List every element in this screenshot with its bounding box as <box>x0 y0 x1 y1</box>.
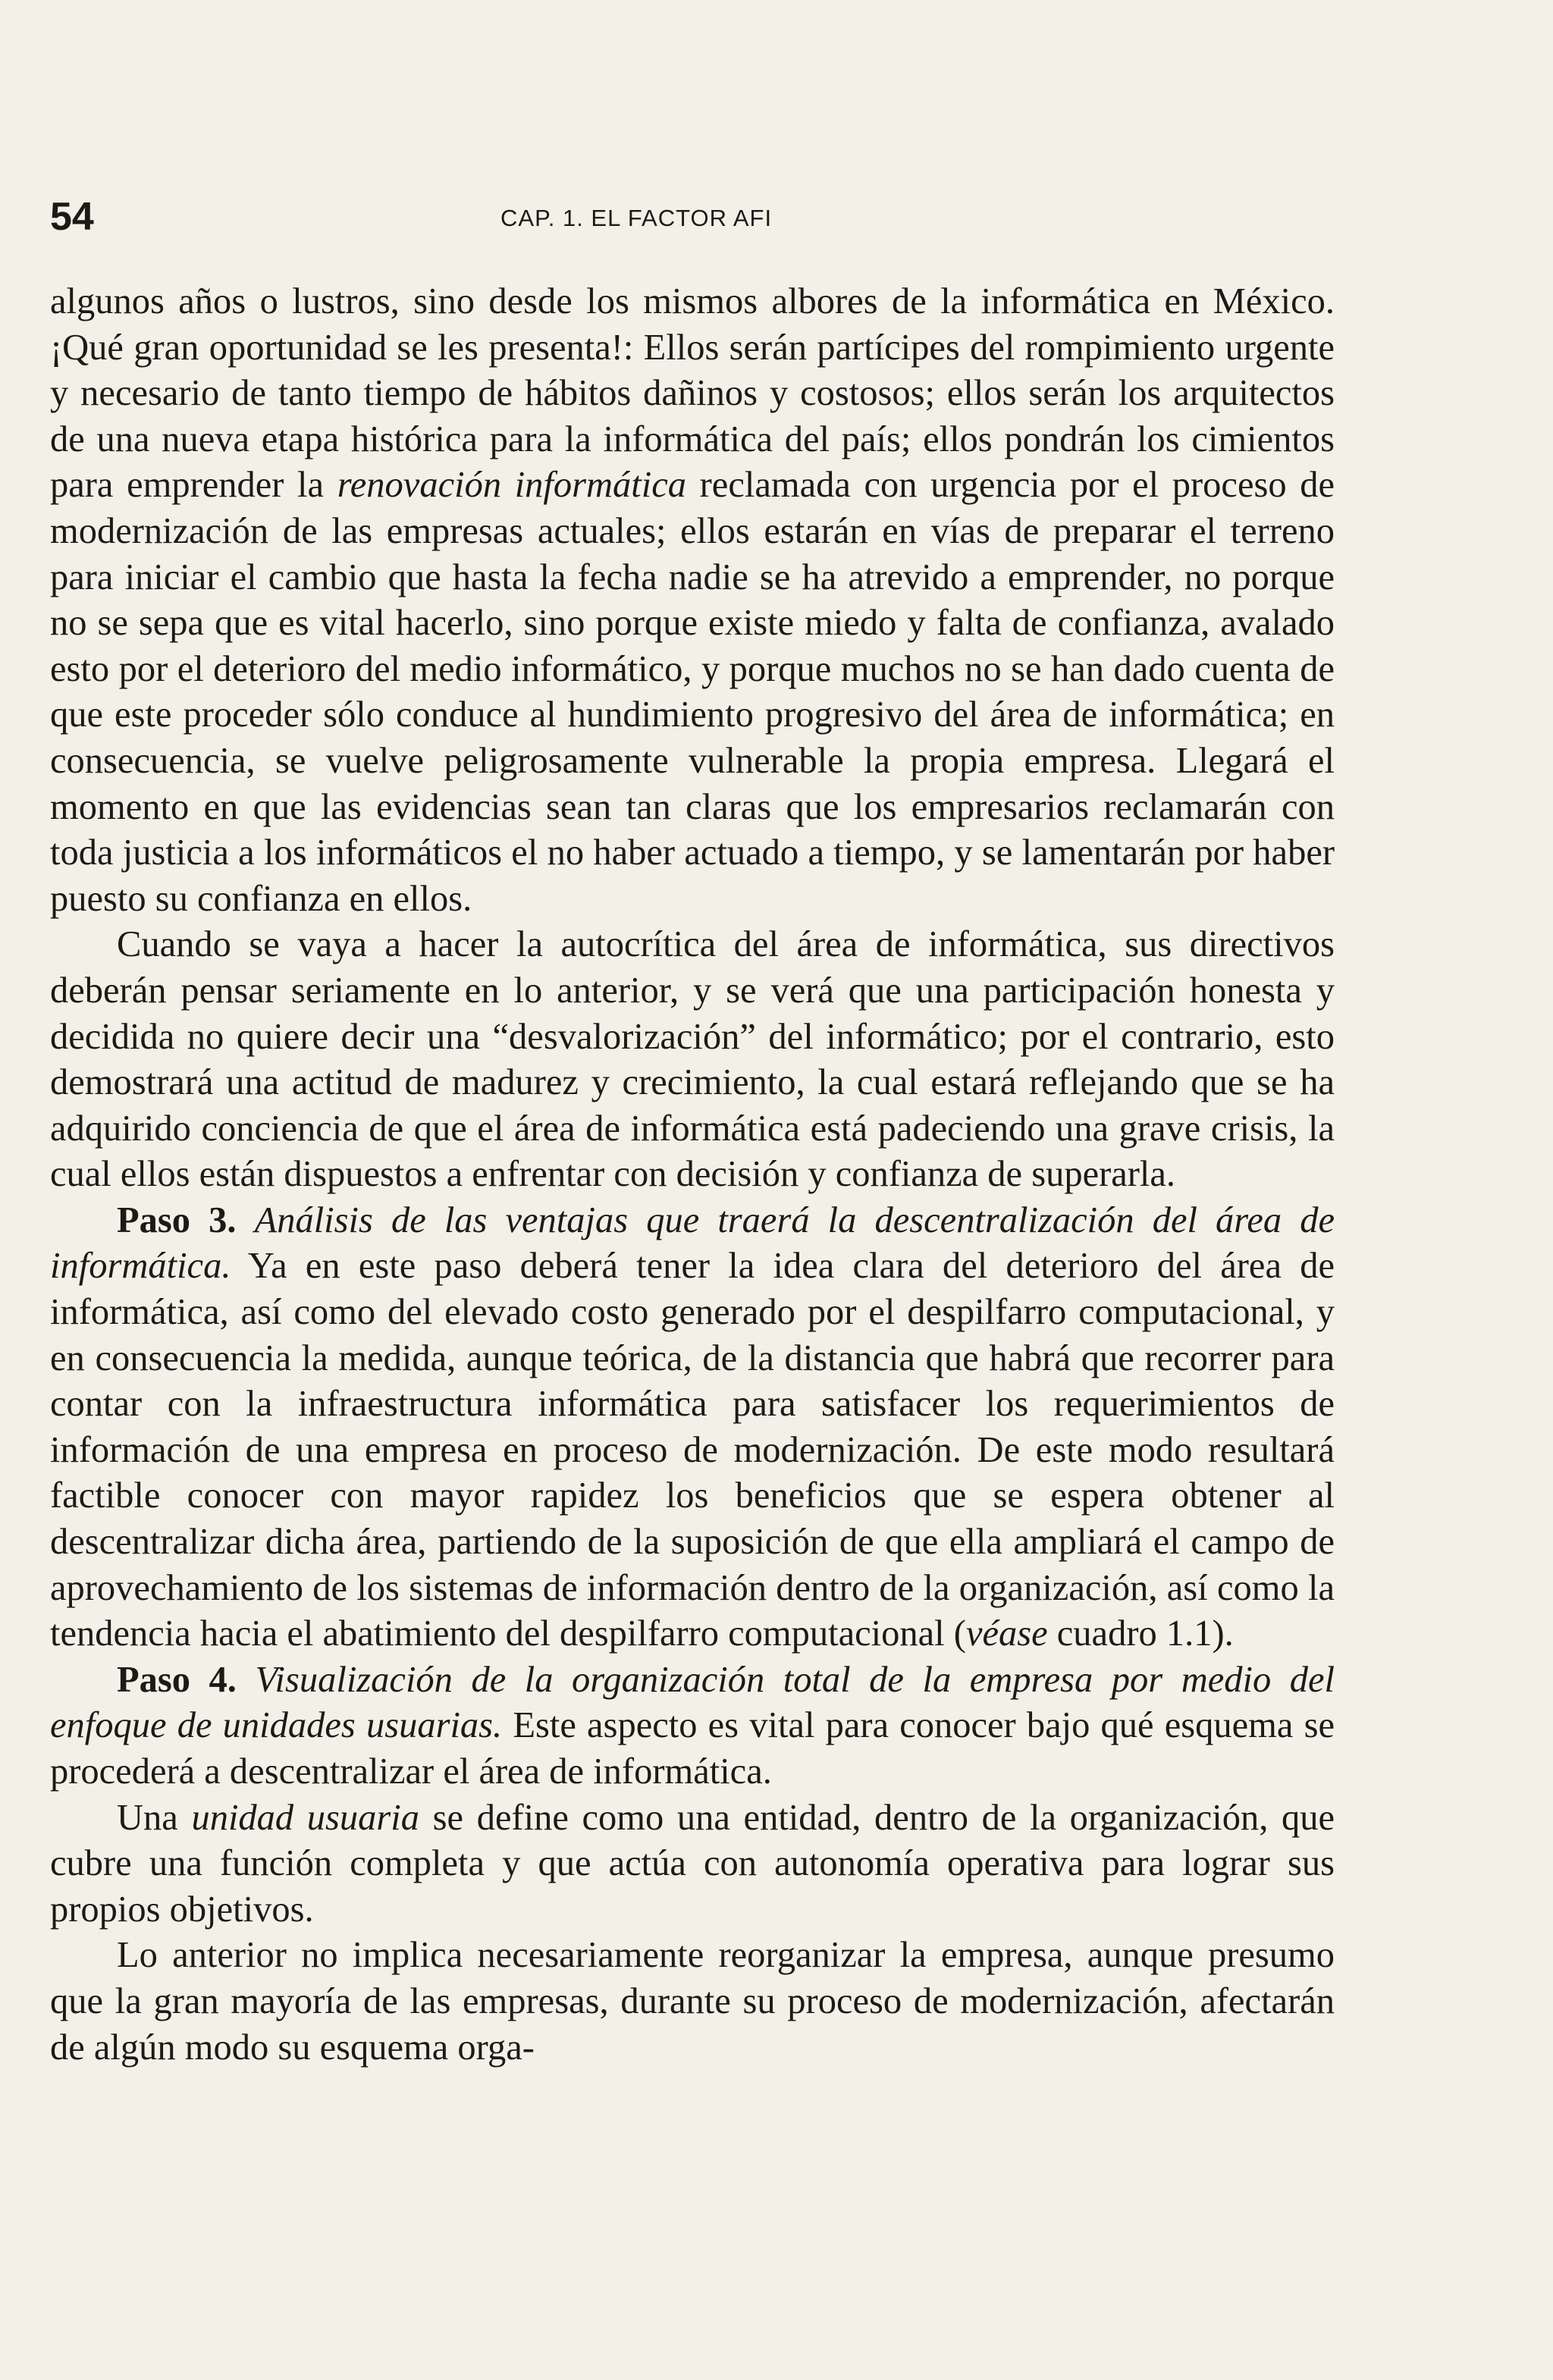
paragraph-1-text-b: reclamada con urgencia por el proceso de modernización de las empresas actuales; ellos estarán en vías de preparar el terreno para iniciar el cambio que hasta la fecha nadie se ha atrevido a emprender, no porque no se sepa que es vital hacerlo, sino porque existe miedo y falta de confianza, avalado esto por el deterioro del medio informático, y porque muchos no se han dado cuenta de que este proceder sólo conduce al hundimiento progresivo del área de informática; en consecuencia, se vuelve peligrosamente vulnerable la propia empresa. Llegará el momento en que las evidencias sean tan claras que los empresarios reclamarán con toda justicia a los informáticos el no haber actuado a tiempo, y se lamentarán por haber puesto su confianza en ellos. <box>50 465 1335 919</box>
paragraph-2: Cuando se vaya a hacer la autocrítica del área de informática, sus directivos deberán pensar seriamente en lo anterior, y se verá que una participación honesta y decidida no quiere decir una “desvalorización” del informático; por el contrario, esto demostrará una actitud de madurez y crecimiento, la cual estará reflejando que se ha adquirido conciencia de que el área de informática está padeciendo una grave crisis, la cual ellos están dispuestos a enfrentar con decisión y confianza de superarla. <box>50 924 1335 1195</box>
step-3-heading: Análisis de las ventajas que traerá la descentralización del área de informática. <box>50 1199 1335 1287</box>
paragraph-5-text-a: Una <box>117 1797 192 1838</box>
unidad-usuaria-term: unidad usuaria <box>191 1797 420 1838</box>
page-number: 54 <box>50 195 94 239</box>
paragraph-1-text-a: algunos años o lustros, sino desde los mismos albores de la informática en México. ¡Qué gran oportunidad se les presenta!: Ellos serán partícipes del rompimiento urgente y necesario de tanto tiempo de hábitos dañinos y costosos; ellos serán los arquitectos de una nueva etapa histórica para la informática del país; ellos pondrán los cimientos para emprender la <box>50 281 1335 506</box>
paragraph-5-text-b: se define como una entidad, dentro de la organización, que cubre una función completa y que actúa con autonomía operativa para lograr sus propios objetivos. <box>50 1797 1335 1930</box>
page-header <box>50 187 1339 247</box>
paragraph-6: Lo anterior no implica necesariamente reorganizar la empresa, aunque presumo que la gran mayoría de las empresas, durante su proceso de modernización, afectarán de algún modo su esquema orga- <box>50 1935 1335 2068</box>
paragraph-4-text: Este aspecto es vital para conocer bajo qué esquema se procederá a descentralizar el área de informática. <box>50 1705 1335 1792</box>
paragraph-4 <box>50 1657 1335 1795</box>
vease-reference: véase <box>965 1613 1048 1654</box>
paragraph-3-text-a: Ya en este paso deberá tener la idea clara del deterioro del área de informática, así como del elevado costo generado por el despilfarro computacional, y en consecuencia la medida, aunque teórica, de la distancia que habrá que recorrer para contar con la infraestructura informática para satisfacer los requerimientos de información de una empresa en proceso de modernización. De este modo resultará factible conocer con mayor rapidez los beneficios que se espera obtener al descentralizar dicha área, partiendo de la suposición de que ella ampliará el campo de aprovechamiento de los sistemas de información dentro de la organización, así como la tendencia hacia el abatimiento del despilfarro computacional ( <box>50 1246 1335 1654</box>
paragraph-5 <box>50 1795 1335 1933</box>
paragraph-3 <box>50 1198 1335 1657</box>
step-4-label: Paso 4. <box>117 1659 237 1700</box>
paragraph-3-text-b: cuadro 1.1). <box>1047 1613 1234 1654</box>
step-3-label: Paso 3. <box>117 1199 237 1240</box>
body-text <box>50 279 1335 2071</box>
step-4-heading: Visualización de la organización total de la empresa por medio del enfoque de unidades usuarias. <box>50 1659 1335 1746</box>
paragraph-1 <box>50 279 1335 922</box>
paragraph-1-italic: renovación informática <box>337 465 687 506</box>
running-head: CAP. 1. EL FACTOR AFI <box>500 205 773 231</box>
